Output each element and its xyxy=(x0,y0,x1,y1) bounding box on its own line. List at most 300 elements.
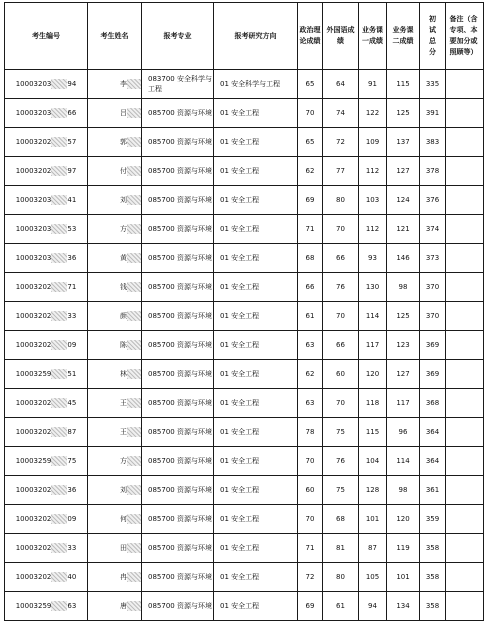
candidate-id xyxy=(5,128,88,157)
course2-score: 101 xyxy=(387,563,420,592)
major-text: 085700 资源与环境 xyxy=(148,515,212,523)
direction-cell xyxy=(214,70,298,99)
politics-score: 63 xyxy=(298,331,323,360)
direction-cell xyxy=(214,476,298,505)
candidate-id-suffix: 63 xyxy=(67,602,77,610)
direction-cell xyxy=(214,99,298,128)
candidate-name xyxy=(88,302,142,331)
direction-cell xyxy=(214,273,298,302)
table-row xyxy=(5,99,484,128)
header-english xyxy=(323,3,359,70)
header-note-label: 备注（含专项、本要加分或照顾等） xyxy=(449,15,478,56)
candidate-id xyxy=(5,505,88,534)
table-row xyxy=(5,505,484,534)
redaction-mask xyxy=(127,572,141,582)
english-score: 81 xyxy=(323,534,359,563)
table-row xyxy=(5,563,484,592)
candidate-id-prefix: 10003203 xyxy=(15,254,52,262)
candidate-id-prefix: 10003202 xyxy=(15,428,52,436)
header-total xyxy=(420,3,446,70)
english-score: 75 xyxy=(323,476,359,505)
politics-score: 65 xyxy=(298,70,323,99)
course1-score: 112 xyxy=(359,215,387,244)
candidate-name-text: 王 xyxy=(120,399,127,407)
politics-score: 66 xyxy=(298,273,323,302)
total-score: 364 xyxy=(420,418,446,447)
note-cell xyxy=(446,186,484,215)
politics-score: 71 xyxy=(298,534,323,563)
candidate-id-prefix: 10003202 xyxy=(15,312,52,320)
candidate-name-text: 方 xyxy=(120,225,127,233)
redaction-mask xyxy=(127,166,141,176)
major-text: 085700 资源与环境 xyxy=(148,109,212,117)
major-cell xyxy=(142,273,214,302)
redaction-mask xyxy=(51,398,67,408)
header-id: 考生编号 xyxy=(5,3,88,70)
candidate-id-suffix: 87 xyxy=(67,428,77,436)
candidate-id-suffix: 71 xyxy=(67,283,77,291)
candidate-id-suffix: 57 xyxy=(67,138,77,146)
header-major: 报考专业 xyxy=(142,3,214,70)
direction-text: 01 安全工程 xyxy=(220,225,260,233)
note-cell xyxy=(446,360,484,389)
total-score: 370 xyxy=(420,273,446,302)
course2-score: 125 xyxy=(387,302,420,331)
english-score: 70 xyxy=(323,389,359,418)
header-total-label: 初试总分 xyxy=(429,15,436,56)
candidate-id-prefix: 10003203 xyxy=(15,80,52,88)
politics-score: 65 xyxy=(298,128,323,157)
major-cell xyxy=(142,128,214,157)
total-score: 378 xyxy=(420,157,446,186)
direction-text: 01 安全工程 xyxy=(220,283,260,291)
candidate-id-prefix: 10003202 xyxy=(15,167,52,175)
total-score: 369 xyxy=(420,360,446,389)
redaction-mask xyxy=(127,253,141,263)
candidate-name-text: 刘 xyxy=(120,486,127,494)
course2-score: 119 xyxy=(387,534,420,563)
candidate-name xyxy=(88,476,142,505)
note-cell xyxy=(446,476,484,505)
course2-score: 98 xyxy=(387,273,420,302)
english-score: 61 xyxy=(323,592,359,621)
politics-score: 70 xyxy=(298,447,323,476)
candidate-id-prefix: 10003203 xyxy=(15,109,52,117)
total-score: 364 xyxy=(420,447,446,476)
candidate-id-suffix: 45 xyxy=(67,399,77,407)
note-cell xyxy=(446,418,484,447)
candidate-name xyxy=(88,505,142,534)
direction-cell xyxy=(214,447,298,476)
header-course2 xyxy=(387,3,420,70)
candidate-id-prefix: 10003202 xyxy=(15,486,52,494)
candidate-id-prefix: 10003202 xyxy=(15,573,52,581)
candidate-name-text: 方 xyxy=(120,457,127,465)
note-cell xyxy=(446,302,484,331)
major-text: 085700 资源与环境 xyxy=(148,196,212,204)
major-cell xyxy=(142,157,214,186)
candidate-id-prefix: 10003202 xyxy=(15,341,52,349)
major-cell xyxy=(142,563,214,592)
table-row xyxy=(5,331,484,360)
english-score: 75 xyxy=(323,418,359,447)
course2-score: 114 xyxy=(387,447,420,476)
table-row xyxy=(5,447,484,476)
candidate-name-text: 郭 xyxy=(120,138,127,146)
candidate-id-prefix: 10003259 xyxy=(15,602,52,610)
candidate-id xyxy=(5,360,88,389)
redaction-mask xyxy=(51,514,67,524)
major-cell xyxy=(142,186,214,215)
major-cell xyxy=(142,360,214,389)
politics-score: 70 xyxy=(298,505,323,534)
course1-score: 101 xyxy=(359,505,387,534)
course2-score: 134 xyxy=(387,592,420,621)
course1-score: 105 xyxy=(359,563,387,592)
redaction-mask xyxy=(127,137,141,147)
table-row xyxy=(5,186,484,215)
total-score: 391 xyxy=(420,99,446,128)
candidate-name xyxy=(88,418,142,447)
major-text: 085700 资源与环境 xyxy=(148,457,212,465)
table-row xyxy=(5,389,484,418)
major-text: 085700 资源与环境 xyxy=(148,399,212,407)
course2-score: 117 xyxy=(387,389,420,418)
direction-cell xyxy=(214,302,298,331)
candidate-name-text: 李 xyxy=(120,80,127,88)
major-cell xyxy=(142,476,214,505)
english-score: 76 xyxy=(323,447,359,476)
candidate-name xyxy=(88,244,142,273)
redaction-mask xyxy=(127,456,141,466)
table-row xyxy=(5,244,484,273)
note-cell xyxy=(446,331,484,360)
candidate-id xyxy=(5,331,88,360)
candidate-id xyxy=(5,215,88,244)
candidate-name xyxy=(88,70,142,99)
redaction-mask xyxy=(51,369,67,379)
politics-score: 70 xyxy=(298,99,323,128)
candidate-id xyxy=(5,534,88,563)
candidate-name xyxy=(88,360,142,389)
course1-score: 128 xyxy=(359,476,387,505)
candidate-name xyxy=(88,563,142,592)
candidate-id xyxy=(5,99,88,128)
note-cell xyxy=(446,592,484,621)
note-cell xyxy=(446,505,484,534)
candidate-name-text: 钱 xyxy=(120,283,127,291)
redaction-mask xyxy=(127,514,141,524)
course2-score: 125 xyxy=(387,99,420,128)
redaction-mask xyxy=(127,79,141,89)
politics-score: 62 xyxy=(298,360,323,389)
major-cell xyxy=(142,244,214,273)
course1-score: 94 xyxy=(359,592,387,621)
header-politics-label: 政治理论成绩 xyxy=(299,26,321,45)
candidate-id-prefix: 10003259 xyxy=(15,457,52,465)
english-score: 76 xyxy=(323,273,359,302)
candidate-name xyxy=(88,389,142,418)
politics-score: 78 xyxy=(298,418,323,447)
redaction-mask xyxy=(127,601,141,611)
redaction-mask xyxy=(51,195,67,205)
candidate-id-suffix: 53 xyxy=(67,225,77,233)
header-politics xyxy=(298,3,323,70)
major-cell xyxy=(142,331,214,360)
header-english-label: 外国语成绩 xyxy=(326,26,355,45)
course2-score: 127 xyxy=(387,157,420,186)
redaction-mask xyxy=(127,427,141,437)
candidate-id xyxy=(5,186,88,215)
candidate-name-text: 颜 xyxy=(120,312,127,320)
politics-score: 61 xyxy=(298,302,323,331)
major-text: 085700 资源与环境 xyxy=(148,225,212,233)
direction-text: 01 安全工程 xyxy=(220,138,260,146)
politics-score: 63 xyxy=(298,389,323,418)
major-text: 085700 资源与环境 xyxy=(148,544,212,552)
redaction-mask xyxy=(127,543,141,553)
politics-score: 62 xyxy=(298,157,323,186)
redaction-mask xyxy=(51,572,67,582)
direction-text: 01 安全工程 xyxy=(220,457,260,465)
candidate-name xyxy=(88,157,142,186)
candidate-id-suffix: 75 xyxy=(67,457,77,465)
note-cell xyxy=(446,534,484,563)
note-cell xyxy=(446,215,484,244)
redaction-mask xyxy=(51,311,67,321)
redaction-mask xyxy=(51,79,67,89)
direction-text: 01 安全工程 xyxy=(220,109,260,117)
candidate-id-suffix: 66 xyxy=(67,109,77,117)
direction-cell xyxy=(214,331,298,360)
redaction-mask xyxy=(127,340,141,350)
candidate-name xyxy=(88,186,142,215)
total-score: 359 xyxy=(420,505,446,534)
note-cell xyxy=(446,273,484,302)
candidate-name-text: 田 xyxy=(120,544,127,552)
major-cell xyxy=(142,215,214,244)
major-cell xyxy=(142,70,214,99)
course2-score: 98 xyxy=(387,476,420,505)
header-row xyxy=(5,3,484,70)
redaction-mask xyxy=(127,311,141,321)
course2-score: 121 xyxy=(387,215,420,244)
course1-score: 122 xyxy=(359,99,387,128)
candidate-id-suffix: 94 xyxy=(67,80,77,88)
major-text: 085700 资源与环境 xyxy=(148,312,212,320)
candidate-id-suffix: 36 xyxy=(67,254,77,262)
course2-score: 137 xyxy=(387,128,420,157)
english-score: 80 xyxy=(323,563,359,592)
header-direction: 报考研究方向 xyxy=(214,3,298,70)
direction-text: 01 安全工程 xyxy=(220,399,260,407)
table-body xyxy=(5,70,484,621)
direction-text: 01 安全工程 xyxy=(220,486,260,494)
candidate-name xyxy=(88,447,142,476)
direction-text: 01 安全工程 xyxy=(220,341,260,349)
candidate-id-prefix: 10003202 xyxy=(15,399,52,407)
candidate-id-suffix: 09 xyxy=(67,515,77,523)
course1-score: 112 xyxy=(359,157,387,186)
table-row xyxy=(5,70,484,99)
candidate-name xyxy=(88,273,142,302)
course2-score: 96 xyxy=(387,418,420,447)
course2-score: 124 xyxy=(387,186,420,215)
direction-cell xyxy=(214,592,298,621)
english-score: 66 xyxy=(323,331,359,360)
note-cell xyxy=(446,563,484,592)
redaction-mask xyxy=(51,543,67,553)
politics-score: 72 xyxy=(298,563,323,592)
redaction-mask xyxy=(51,224,67,234)
candidate-id xyxy=(5,418,88,447)
total-score: 370 xyxy=(420,302,446,331)
redaction-mask xyxy=(127,108,141,118)
direction-text: 01 安全工程 xyxy=(220,515,260,523)
total-score: 358 xyxy=(420,534,446,563)
total-score: 361 xyxy=(420,476,446,505)
header-course1-label: 业务课一成绩 xyxy=(362,26,383,45)
direction-cell xyxy=(214,505,298,534)
course1-score: 114 xyxy=(359,302,387,331)
english-score: 64 xyxy=(323,70,359,99)
candidate-id-suffix: 40 xyxy=(67,573,77,581)
total-score: 373 xyxy=(420,244,446,273)
candidate-name-text: 刘 xyxy=(120,196,127,204)
note-cell xyxy=(446,70,484,99)
table-row xyxy=(5,273,484,302)
direction-text: 01 安全工程 xyxy=(220,428,260,436)
direction-cell xyxy=(214,244,298,273)
candidate-name-text: 吕 xyxy=(120,109,127,117)
total-score: 383 xyxy=(420,128,446,157)
candidate-id-prefix: 10003203 xyxy=(15,225,52,233)
score-table-sheet xyxy=(4,2,484,621)
table-row xyxy=(5,534,484,563)
candidate-id xyxy=(5,592,88,621)
major-text: 085700 资源与环境 xyxy=(148,428,212,436)
major-text: 085700 资源与环境 xyxy=(148,573,212,581)
english-score: 72 xyxy=(323,128,359,157)
major-text: 085700 资源与环境 xyxy=(148,486,212,494)
direction-cell xyxy=(214,157,298,186)
total-score: 368 xyxy=(420,389,446,418)
redaction-mask xyxy=(51,108,67,118)
major-text: 083700 安全科学与工程 xyxy=(148,75,212,93)
major-cell xyxy=(142,418,214,447)
candidate-id-suffix: 33 xyxy=(67,544,77,552)
table-row xyxy=(5,215,484,244)
politics-score: 68 xyxy=(298,244,323,273)
candidate-id xyxy=(5,244,88,273)
major-text: 085700 资源与环境 xyxy=(148,138,212,146)
politics-score: 71 xyxy=(298,215,323,244)
course2-score: 115 xyxy=(387,70,420,99)
politics-score: 69 xyxy=(298,592,323,621)
major-text: 085700 资源与环境 xyxy=(148,167,212,175)
direction-text: 01 安全工程 xyxy=(220,254,260,262)
candidate-name xyxy=(88,99,142,128)
total-score: 358 xyxy=(420,563,446,592)
major-text: 085700 资源与环境 xyxy=(148,254,212,262)
major-text: 085700 资源与环境 xyxy=(148,602,212,610)
header-name: 考生姓名 xyxy=(88,3,142,70)
candidate-name-text: 黄 xyxy=(120,254,127,262)
candidate-id xyxy=(5,447,88,476)
redaction-mask xyxy=(51,456,67,466)
candidate-id-suffix: 33 xyxy=(67,312,77,320)
course1-score: 118 xyxy=(359,389,387,418)
table-row xyxy=(5,476,484,505)
direction-cell xyxy=(214,389,298,418)
course1-score: 130 xyxy=(359,273,387,302)
candidate-id-suffix: 09 xyxy=(67,341,77,349)
major-cell xyxy=(142,534,214,563)
redaction-mask xyxy=(51,485,67,495)
candidate-id xyxy=(5,273,88,302)
major-cell xyxy=(142,389,214,418)
direction-text: 01 安全科学与工程 xyxy=(220,80,281,88)
course1-score: 104 xyxy=(359,447,387,476)
english-score: 60 xyxy=(323,360,359,389)
english-score: 74 xyxy=(323,99,359,128)
direction-cell xyxy=(214,215,298,244)
direction-cell xyxy=(214,186,298,215)
candidate-id xyxy=(5,70,88,99)
candidate-name-text: 何 xyxy=(120,515,127,523)
course2-score: 123 xyxy=(387,331,420,360)
candidate-id-suffix: 41 xyxy=(67,196,77,204)
course1-score: 93 xyxy=(359,244,387,273)
politics-score: 69 xyxy=(298,186,323,215)
direction-text: 01 安全工程 xyxy=(220,312,260,320)
candidate-name xyxy=(88,534,142,563)
direction-text: 01 安全工程 xyxy=(220,544,260,552)
course1-score: 103 xyxy=(359,186,387,215)
redaction-mask xyxy=(127,195,141,205)
redaction-mask xyxy=(51,253,67,263)
table-row xyxy=(5,302,484,331)
table-row xyxy=(5,592,484,621)
candidate-name xyxy=(88,592,142,621)
note-cell xyxy=(446,389,484,418)
major-text: 085700 资源与环境 xyxy=(148,341,212,349)
major-cell xyxy=(142,99,214,128)
candidate-id-suffix: 51 xyxy=(67,370,77,378)
candidate-id-suffix: 36 xyxy=(67,486,77,494)
politics-score: 60 xyxy=(298,476,323,505)
candidate-id xyxy=(5,476,88,505)
redaction-mask xyxy=(127,369,141,379)
english-score: 70 xyxy=(323,302,359,331)
header-note xyxy=(446,3,484,70)
course1-score: 117 xyxy=(359,331,387,360)
redaction-mask xyxy=(51,166,67,176)
direction-cell xyxy=(214,563,298,592)
total-score: 374 xyxy=(420,215,446,244)
header-course1 xyxy=(359,3,387,70)
english-score: 66 xyxy=(323,244,359,273)
course2-score: 146 xyxy=(387,244,420,273)
candidate-name-text: 林 xyxy=(120,370,127,378)
course1-score: 87 xyxy=(359,534,387,563)
candidate-name xyxy=(88,331,142,360)
redaction-mask xyxy=(127,282,141,292)
candidate-name-text: 王 xyxy=(120,428,127,436)
course2-score: 120 xyxy=(387,505,420,534)
candidate-id xyxy=(5,389,88,418)
direction-cell xyxy=(214,128,298,157)
